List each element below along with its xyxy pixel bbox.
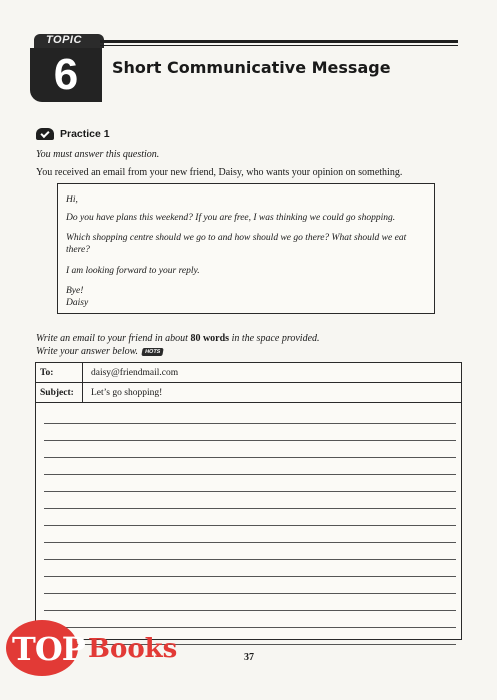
intro-text: You received an email from your new friend, Daisy, who wants your opinion on something.: [36, 167, 403, 178]
instruction-text: You must answer this question.: [36, 149, 160, 160]
to-label: To:: [36, 363, 83, 383]
email-line-2: Which shopping centre should we go to and how should we go there? What should we eat there?: [66, 233, 407, 255]
email-signature: Daisy: [66, 298, 89, 308]
to-row: [36, 363, 461, 383]
writing-line[interactable]: [44, 423, 456, 424]
writing-line[interactable]: [44, 593, 456, 594]
topic-tab: [34, 34, 104, 48]
writing-line[interactable]: [44, 474, 456, 475]
hots-badge: HOTS: [141, 348, 164, 356]
word-count: 80 words: [190, 333, 230, 344]
topbooks-logo: [6, 620, 186, 680]
writing-line[interactable]: [44, 559, 456, 560]
writing-line[interactable]: [44, 576, 456, 577]
email-line-1: Do you have plans this weekend? If you are free, I was thinking we could go shopping.: [66, 213, 396, 223]
email-line-3: I am looking forward to your reply.: [66, 266, 200, 276]
email-signoff: Bye!: [66, 286, 84, 296]
writing-line[interactable]: [44, 610, 456, 611]
logo-books-text: Books: [88, 634, 178, 664]
email-greeting: Hi,: [66, 195, 78, 205]
answer-box[interactable]: [35, 362, 462, 640]
logo-top-text: TOP: [12, 630, 85, 668]
task-instruction: Write an email to your friend in about 80 words in the space provided.: [36, 333, 320, 344]
email-stimulus: [57, 183, 435, 314]
writing-line[interactable]: [44, 457, 456, 458]
writing-line[interactable]: [44, 491, 456, 492]
practice-label: Practice 1: [60, 128, 110, 140]
writing-line[interactable]: [44, 440, 456, 441]
instruction: [36, 149, 159, 160]
subject-value: Let’s go shopping!: [91, 388, 163, 398]
writing-line[interactable]: [44, 542, 456, 543]
topic-label: TOPIC: [46, 34, 82, 46]
topic-number-block: [30, 48, 102, 102]
writing-line[interactable]: [44, 525, 456, 526]
practice-check-icon: [36, 128, 54, 140]
to-value: daisy@friendmail.com: [91, 368, 179, 378]
writing-line[interactable]: [44, 508, 456, 509]
subject-row: [36, 383, 461, 403]
subject-label: Subject:: [36, 383, 83, 403]
header-rule: [100, 40, 458, 43]
topic-number: 6: [53, 50, 79, 99]
task-instruction-2: Write your answer below. HOTS: [36, 346, 163, 357]
practice-heading: [36, 128, 110, 140]
header-rule-thin: [100, 45, 458, 46]
page-number: 37: [244, 652, 254, 663]
page-title: Short Communicative Message: [112, 58, 391, 77]
